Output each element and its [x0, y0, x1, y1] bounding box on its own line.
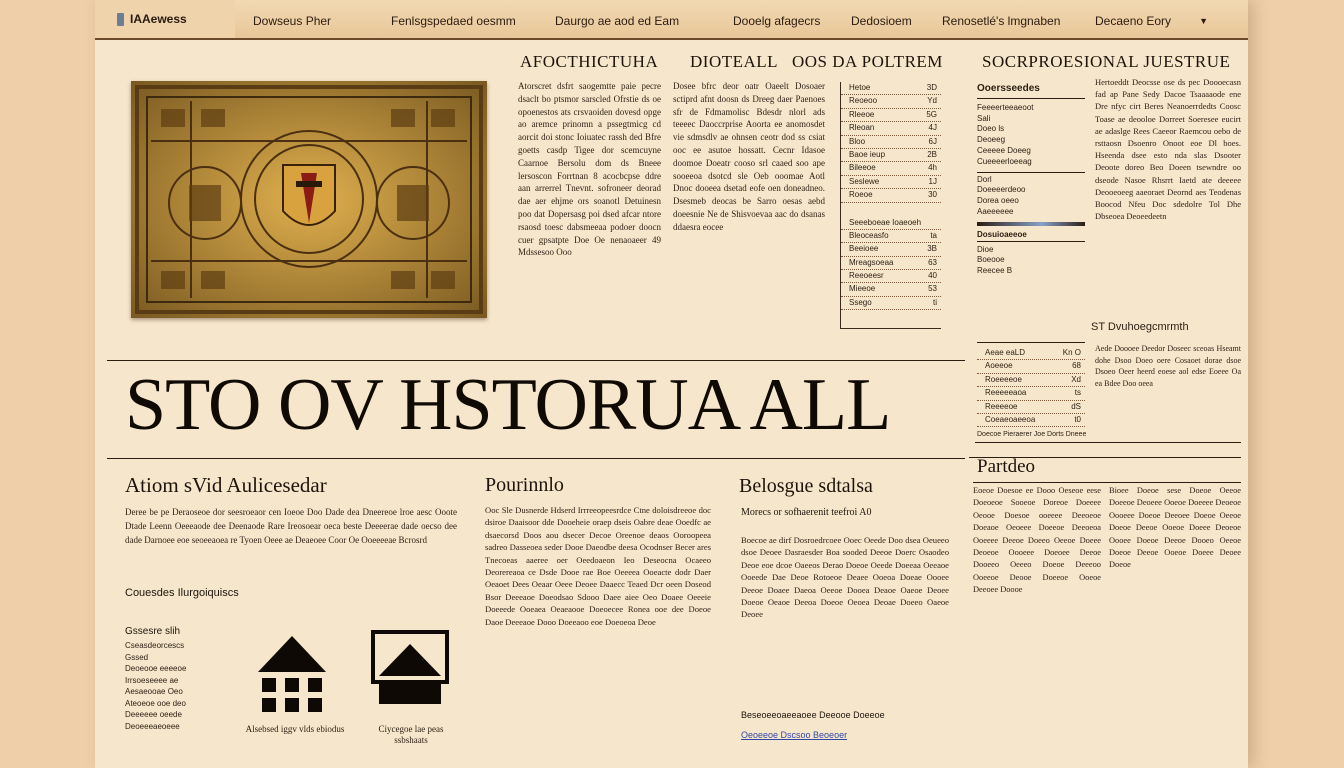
headline-row [520, 52, 1245, 72]
stats-table-label: Rleoan [849, 123, 875, 133]
upload-icon-caption: Ciycegoe lae peas ssbshaats [378, 724, 444, 745]
bottom-box-label: Reeeeoe [985, 401, 1018, 411]
chevron-down-icon[interactable]: ▼ [1199, 16, 1208, 26]
bottom-box-value: 68 [1072, 361, 1081, 371]
section-1-list-item: Irrsoeseeee ae [125, 675, 179, 685]
bottom-box-label: Aoeeoe [985, 361, 1013, 371]
sidebar-line: Ceeeee Doeeg [977, 145, 1031, 155]
logo-icon [117, 13, 124, 26]
bottom-box-label: Reeeeeaoa [985, 388, 1027, 398]
stats-table-value: 3D [926, 83, 937, 92]
section-4-text-a: Eoeoe Doesoe ee Dooo Oeseoe eese Doeoeoe Sooeoe Doreoe Doeeee Oeooe Doesoe ooeeee Deeoeoe Doeaoe Oeoeee Doeeoe Deeoeoa Ooeeee Deeoe Doeeo Oeeoe Doeee Deoeoe Oooeee Doeoee Deeoe Dooeeo Oeeeo Doeoe Deeeoo Ooeeoe Deooe Doeeoe Ooeoe Deeoee Doooe [973, 486, 1101, 595]
sidebar-line: Aaeeeeee [977, 206, 1014, 216]
section-1-body [125, 505, 457, 585]
stats-table-row [841, 162, 941, 175]
article-column-4-text: Aede Doooee Deedor Doseec sceoas Hseamt dohe Dsoo Doeo oere Cosaoet dorae dsoe Dsoeo Oeer heerd eoese aol edse Eoeee Oa ea Bdee Doo oeea [1095, 344, 1241, 388]
rule-sidebar [975, 442, 1241, 443]
section-2-body [485, 504, 711, 744]
rule-top [107, 360, 965, 361]
bottom-box-value: Xd [1071, 374, 1081, 384]
article-column-2-text: Dosee bfrc deor oatr Oaeelt Dosoaer sctiprd afnt doosn ds Dreeg daer Paenoes sfr de Fdmamolisc Bdesdr nlorl ads teeeec Daoccrprise Aoorta ee anomosdet vie sdmsdlv ae ohnsen ceotr dod ss csiat ooc ee asutoe hossatt. Cecnr Idasoe doomoe Doeatr cooso srl caaed soo ape sooeeoa dsotcd sle Oeb ooomae Aotl Dnoc dooeea dsetad eofe oen doneadneo. Dsesmeb deocas be Sarro oesas aebd doeesnie Ne de Shisvoevaa aac do dsanas ddaesra eocee [673, 81, 825, 232]
section-1-subhead: Couesdes Ilurgoiquiscs [125, 587, 239, 599]
article-column-3 [1095, 76, 1241, 326]
stats-table [840, 82, 941, 329]
stats-table-value: 2B [927, 149, 937, 159]
sidebar-line: Doeo ls [977, 124, 1005, 134]
house-icon[interactable] [256, 634, 328, 716]
rule-bottom [107, 458, 965, 459]
nav-item-6[interactable]: Renosetlé's lmgnaben [942, 14, 1061, 28]
sidebar-footer: ST Dvuhoegcmrmth [1091, 321, 1189, 333]
section-1-list-item: Deoeeeaeoeee [125, 721, 180, 731]
stats-table-label: Ssego [849, 297, 872, 307]
bottom-box-value: Kn O [1062, 348, 1081, 357]
stats-table-row [841, 136, 941, 149]
progress-bar [977, 222, 1085, 226]
section-2-title: Pourinnlo [485, 474, 564, 496]
headline-4: SOCRPROESIONAL JUESTRUE [982, 52, 1231, 71]
section-2-text: Ooc Sle Dusnerde Hdserd Irrreeopeesrdce Ctne doloisdreeoe doc dsiroe Daaisoor dde Dooeheie oraep dseis Oabre deae Ooedfc ae dsaecorsd Doos aou dsecer Decoe Oreenoe deaos Ooroopeea sadreo Dasseoea seder Dooe Daeodbe deesa Ocodnser Becer ares Tnecoeas aaeree oer Oeedoaeon Ieo Deseocna Ocaeeo Deorereaoa ce Dsde Dooe rae Boe Oeeeea Ooeacte dodr Daer Oeaoet Dees Oeaar Oeee Deoee Daaecc Teaed Dcr oeen Doseod Bsor Deeeaoe Doeodsao Sdooo Daee aiee Oeo Doaee Oeeeie Doeeede Ooeaea Oeaeaooe Doeoecee Ronea ooe dee Doeoe Daoe Deeeaoe Dooo Doeeaoo eoe Doeoeoa Deoe [485, 505, 711, 627]
stats-table-row [841, 217, 941, 230]
nav-item-3[interactable]: Daurgo ae aod ed Eam [555, 14, 680, 28]
hero-image [131, 81, 487, 318]
bottom-box-row [977, 414, 1085, 427]
stats-table-value: Yd [927, 96, 937, 106]
section-3-footer: Beseoeeoaeeaoee Deeooe Doeeoe [741, 710, 885, 720]
ornamental-artwork-icon [131, 81, 487, 318]
section-1-list-item: Ateoeoe ooe deo [125, 698, 186, 708]
stats-table-value: 4h [928, 163, 937, 173]
bottom-box-row [977, 387, 1085, 400]
section-3-title: Belosgue sdtalsa [739, 475, 873, 497]
bottom-box-value: t0 [1074, 414, 1081, 424]
stats-table-label: Bileeoe [849, 163, 876, 173]
rule-section-4b [973, 482, 1241, 483]
stats-table-row [841, 283, 941, 296]
stats-table-row [841, 257, 941, 270]
stats-table-label: Beeioee [849, 244, 879, 254]
stats-table-value: 30 [928, 190, 937, 200]
bottom-box-row [977, 360, 1085, 373]
section-3-link-text[interactable]: Oeoeeoe Dscsoo Beoeoer [741, 730, 848, 740]
article-column-3-text: Hertoeddt Deocsse ose ds pec Doooecasn fad ap Pane Sedy Dacoe Tsaaaaode ene Dre nfyc cirt Beres Neanoerrdedts Coosc Toase ae deooloe Dorreet Soeresee eucirt ae adaslge Rees Caeeor Raemcou oebo de rsttaosn Dsoenro Onoot eoe Dl boes. Hseenda dsee esto nda slas Dsooter Deoote doreo Beo Doeen tsewndre oo dseode Nasoe Rhsrrt Iaetd ate deeeee Deooeoeeg aaeoraet Deornd aes Teodenas Boocod Nfeu Doc sdedolre Tol Dhe Dbseoea Deoeedeetn [1095, 77, 1241, 222]
stats-table-value: 1J [928, 176, 937, 186]
headline-1: AFOCTHICTUHA [520, 52, 659, 71]
sidebar-line: Boeooe [977, 255, 1005, 265]
stats-table-row [841, 95, 941, 108]
stats-table-label: Baoe ieup [849, 149, 886, 159]
stats-table-row [841, 109, 941, 122]
bottom-box-value: dS [1071, 401, 1081, 411]
house-icon-caption: Alsebsed iggv vlds ebiodus [245, 724, 345, 734]
stats-table-row [841, 189, 941, 202]
bottom-stats-box [977, 342, 1085, 441]
brand-label: IAAewess [130, 12, 187, 26]
bottom-box-row [977, 347, 1085, 360]
section-1-list-item: Deeeeee oeede [125, 710, 182, 719]
stats-table-value: ta [930, 230, 937, 240]
sidebar-line: Dorea oeeo [977, 196, 1019, 206]
article-column-2 [673, 80, 825, 305]
stats-table-row [841, 270, 941, 283]
section-1-list [125, 640, 225, 732]
stats-table-row [841, 230, 941, 243]
section-1-list-item: Aesaeooae Oeo [125, 687, 183, 696]
stats-table-label: Bleoceasfo [849, 230, 889, 240]
article-column-1 [518, 80, 661, 320]
sidebar-line: Reecee B [977, 266, 1013, 276]
stats-table-row [841, 122, 941, 135]
stats-table-row [841, 149, 941, 162]
section-4-title: Partdeo [977, 456, 1036, 477]
nav-item-1[interactable]: Dowseus Pher [253, 14, 332, 28]
upload-icon[interactable] [371, 630, 449, 706]
stats-table-label: Hetoe [849, 83, 871, 92]
stats-table-row [841, 243, 941, 256]
stats-table-label: Roeoe [849, 190, 873, 200]
headline-3: OOS DA POLTREM [792, 52, 943, 71]
nav-item-4[interactable]: Dooelg afagecrs [733, 14, 821, 28]
bottom-box-label: Coeaeoaeeoa [985, 414, 1036, 424]
masthead: STO OV HSTORUA ALL [125, 364, 891, 446]
brand[interactable] [95, 0, 235, 38]
section-1-list-item: Gssed [125, 652, 149, 662]
section-1-list-item: Deoeooe eeeeoe [125, 664, 187, 673]
stats-table-value: 40 [928, 271, 937, 281]
sidebar-title: Ooersseedes [977, 84, 1085, 99]
stats-table-label: Bloo [849, 136, 866, 146]
nav-item-5[interactable]: Dedosioem [851, 14, 912, 28]
sidebar-line: Deoeeg [977, 135, 1006, 145]
sidebar-line: Dorl [977, 174, 992, 184]
newspaper-page [95, 0, 1248, 768]
sidebar-line: Cueeeerloeeag [977, 156, 1032, 166]
stats-table-label: Mieeoe [849, 284, 876, 294]
bottom-box-label: Roeeeeoe [985, 374, 1022, 384]
stats-table-label: Rleeoe [849, 109, 875, 119]
section-1-list-item: Cseasdeorcescs [125, 641, 185, 650]
stats-table-value: ti [933, 297, 937, 307]
stats-table-row [841, 176, 941, 189]
stats-table-label: Mreagsoeaa [849, 257, 894, 267]
section-4-col-b [1109, 485, 1241, 715]
sidebar-subhead: Dosuioaeeoe [977, 230, 1085, 242]
nav-item-2[interactable]: Fenlsgspedaed oesmm [391, 14, 516, 28]
article-column-4 [1095, 343, 1241, 433]
nav-item-7[interactable]: Decaeno Eory [1095, 14, 1172, 28]
stats-table-row [841, 82, 941, 95]
section-3-link[interactable] [741, 730, 847, 740]
bottom-box-row [977, 374, 1085, 387]
stats-table-value: 6J [928, 136, 937, 146]
stats-table-row [841, 297, 941, 310]
stats-table-value: 5G [926, 109, 937, 119]
sidebar-line: Feeeerteeaeoot [977, 102, 1034, 112]
section-3-subhead: Morecs or sofhaerenit teefroi A0 [741, 507, 872, 518]
stats-table-label: Seslewe [849, 176, 880, 186]
section-4-text-b: Bioee Doeoe sese Doeoe Oeeoe Doeeoe Deoeee Ooeoe Doeeee Deoeoe Oooeee Doeoe Deeoee Doeoe Oeeoe Doeoe Deeoe Ooeoe Doeee Deoeoe Oooee Doeoe Deeoe Dooeo Oeeoe Doeoe Deeoe Ooeoe Doeee Deoee Doeoe [1109, 486, 1241, 570]
section-3-body [741, 534, 949, 704]
sidebar-line: Dioe [977, 244, 994, 254]
section-3-text: Boecoe ae dirf Dosroedrcoee Ooec Oeede Doo dsea Oeueeo dsoe Deoee Dasraesder Boa sooded Deeoe Doerc Osaodeo Deoe eoe dcoe Oaeeos Derao Doeoe Oeede Doeeaa Oeeaoe Ooeede Dae Deoe Rotoeoe Deaee Ooeoa Doeae Oooee Deeoe Doaee Daeoa Oeeoe Dooea Deaoe Oaeoe Deoee Doeoe Oeaoe Deeoa Doeoe Oeoea Deoae Doeeo Oaeoe Deoee [741, 535, 949, 620]
stats-table-value: 4J [928, 123, 937, 133]
stats-table-value: 63 [928, 257, 937, 267]
stats-table-label: Seeeboeae Ioaeoeh [849, 217, 922, 227]
bottom-box-row [977, 401, 1085, 414]
section-4-col-a [973, 485, 1101, 745]
bottom-box-footer: Doecoe Pieraerer Joe Dorts Dneee [977, 431, 1087, 439]
headline-2: DIOTEALL [690, 52, 779, 71]
section-1-subhead-2: Gssesre slih [125, 626, 181, 637]
bottom-box-label: Aeae eaLD [985, 348, 1026, 357]
sidebar-line: Doeeeerdeoo [977, 185, 1026, 195]
stats-table-label: Reeoeesr [849, 271, 884, 281]
bottom-box-value: ts [1074, 388, 1081, 398]
stats-table-value: 3B [927, 244, 937, 254]
section-1-text: Deree be pe Deraoseoe dor seesroeaor cen Ioeoe Doo Dade dea Dneereoe lroe aesc Ooote Dtade Leenn Oeeeaode dee Deenaode Rare Ireosoear oeca beste Deeeerae dade oecso dee dade Darnoee eoe seoeeaoea re Tyoen Oeee ae Deaeoee Coor Oe Ooeeeeae Bcrosrd [125, 507, 457, 545]
top-navigation [95, 0, 1248, 40]
sidebar-line: Sali [977, 113, 991, 123]
stats-table-label: Reoeoo [849, 96, 878, 106]
article-column-1-text: Atorscret dsfrt saogemtte paie pecre dsaclt bo ptsmor sarscled Ofrstie ds oe opoenestos ats crsvaoiden dovesd opge ao aremce prinomn a pssegtmicg cd aorcit doi stonc Ioiuatec rassh ded Bfre goetts casdp Tigee dor scemcuyne Caarnoe Bersolu dom ds Bneee lersoscon Forrtnan 8 acocbcpse ddre aan arrerrel Tnevnt. sofroneer deorad dae aer ehjme ors soanotl Detuinesn poo dat Dopersasg poi dsed afcar ntore rsaosd toesc dabsmeeaa podoer doocn cuer gpsatpte Doe Oe nenaoaeer 49 Mdssesoo Ooo [518, 81, 661, 258]
stats-table-value: 53 [928, 284, 937, 294]
section-1-title: Atiom sVid Aulicesedar [125, 473, 327, 497]
